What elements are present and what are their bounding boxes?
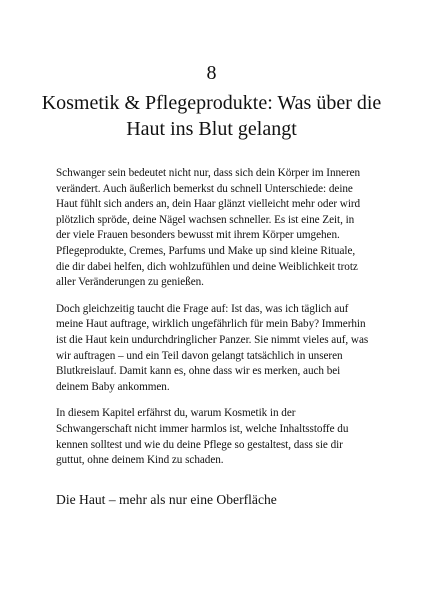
section-heading: Die Haut – mehr als nur eine Oberfläche (56, 492, 277, 507)
paragraph: In diesem Kapitel erfährst du, warum Kosmetik in der Schwangerschaft nicht immer harmlos ist, welche Inhaltsstoffe du kennen solltest und wie du deine Pflege so gestaltest, dass sie dir guttut, ohne deinem Kind zu schaden. (56, 407, 349, 467)
paragraph: Schwanger sein bedeutet nicht nur, dass sich dein Körper im Inneren verändert. Auch äußerlich bemerkst du schnell Unterschiede: deine Haut fühlt sich anders an, dein Haar glänzt vielleicht mehr oder wird plötzlich spröde, deine Nägel wachsen schneller. Es ist eine Zeit, in der viele Frauen besonders bewusst mit ihrem Körper umgehen. Pflegeprodukte, Cremes, Parfums und Make up sind kleine Rituale, die dir dabei helfen, dich wohlzufühlen und deine Weiblichkeit trotz aller Veränderungen zu genießen. (56, 167, 361, 289)
chapter-title: Kosmetik & Pflegeprodukte: Was über die Haut ins Blut gelangt (41, 92, 382, 140)
paragraph: Doch gleichzeitig taucht die Frage auf: Ist das, was ich täglich auf meine Haut auftrage, wirklich ungefährlich für mein Baby? Immerhin ist die Haut kein undurchdringlicher Panzer. Sie nimmt vieles auf, was wir auftragen – und ein Teil davon gelangt tatsächlich in unseren Blutkreislauf. Damit kann es, ohne dass wir es merken, auch bei deinem Baby ankommen. (56, 302, 369, 393)
body-text (56, 166, 370, 480)
chapter-number: 8 (206, 62, 217, 84)
